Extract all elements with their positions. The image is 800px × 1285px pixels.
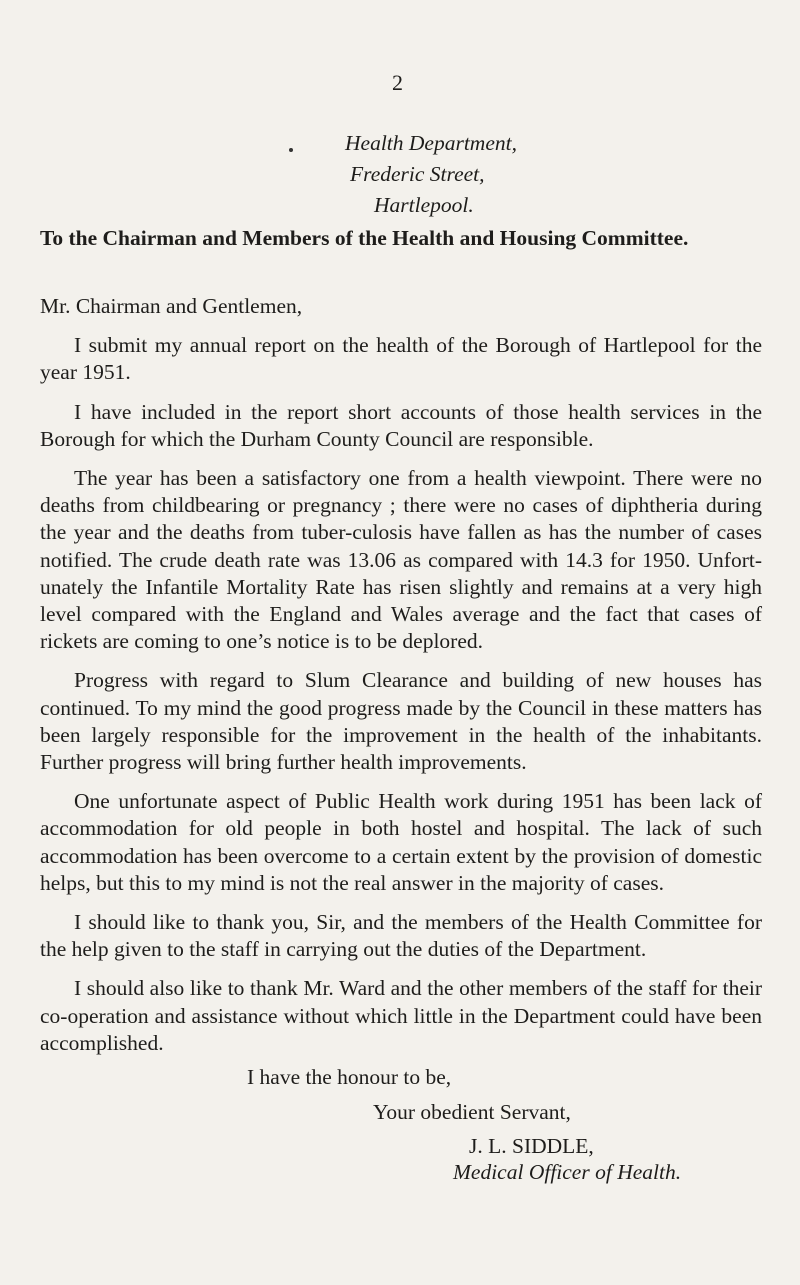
signatory-name: J. L. SIDDLE, <box>469 1134 594 1158</box>
paragraph-thanks-staff: I should also like to thank Mr. Ward and the other members of the staff for their co-operation and assistance without which little in the Department could have been accomplished. <box>40 976 762 1055</box>
paragraph-slum-clearance: Progress with regard to Slum Clearance and building of new houses has continued. To my mind the good progress made by the Council in these matters has been largely responsible for the improvement in the health of the inhabitants. Further progress will bring further health improvements. <box>40 668 762 775</box>
closing-honour: I have the honour to be, <box>247 1065 452 1089</box>
address-line-street: Frederic Street, <box>350 162 485 186</box>
signatory-title: Medical Officer of Health. <box>453 1160 682 1184</box>
paragraph-report-submission: I submit my annual report on the health of the Borough of Hartlepool for the year 1951. <box>40 333 762 385</box>
address-line-department: Health Department, <box>345 131 517 155</box>
bullet-dot <box>289 148 293 152</box>
addressee-heading: To the Chairman and Members of the Health and Housing Committee. <box>40 226 689 250</box>
address-line-town: Hartlepool. <box>374 193 474 217</box>
letter-body <box>40 293 762 1069</box>
greeting: Mr. Chairman and Gentlemen, <box>40 294 303 318</box>
closing-servant: Your obedient Servant, <box>373 1100 571 1124</box>
paragraph-thanks-committee: I should like to thank you, Sir, and the members of the Health Committee for the help given to the staff in carrying out the duties of the Department. <box>40 910 762 962</box>
paragraph-old-people: One unfortunate aspect of Public Health work during 1951 has been lack of accommodation for old people in both hostel and hospital. The lack of such accommodation has been overcome to a certain extent by the provision of domestic helps, but this to my mind is not the real answer in the majority of cases. <box>40 789 762 895</box>
page-number: 2 <box>392 70 403 95</box>
paragraph-county-services: I have included in the report short accounts of those health services in the Borough for which the Durham County Council are responsible. <box>40 399 762 451</box>
paragraph-health-year: The year has been a satisfactory one from a health viewpoint. There were no deaths from childbearing or pregnancy ; there were no cases of diphtheria during the year and the deaths from tuber-culosis have fallen as has the number of cases notified. The crude death rate was 13.06 as compared with 14.3 for 1950. Unfort-unately the Infantile Mortality Rate has risen slightly and remains at a very high level compared with the England and Wales average and the fact that cases of rickets are coming to one’s notice is to be deplored. <box>40 466 762 654</box>
sender-address <box>345 128 517 221</box>
